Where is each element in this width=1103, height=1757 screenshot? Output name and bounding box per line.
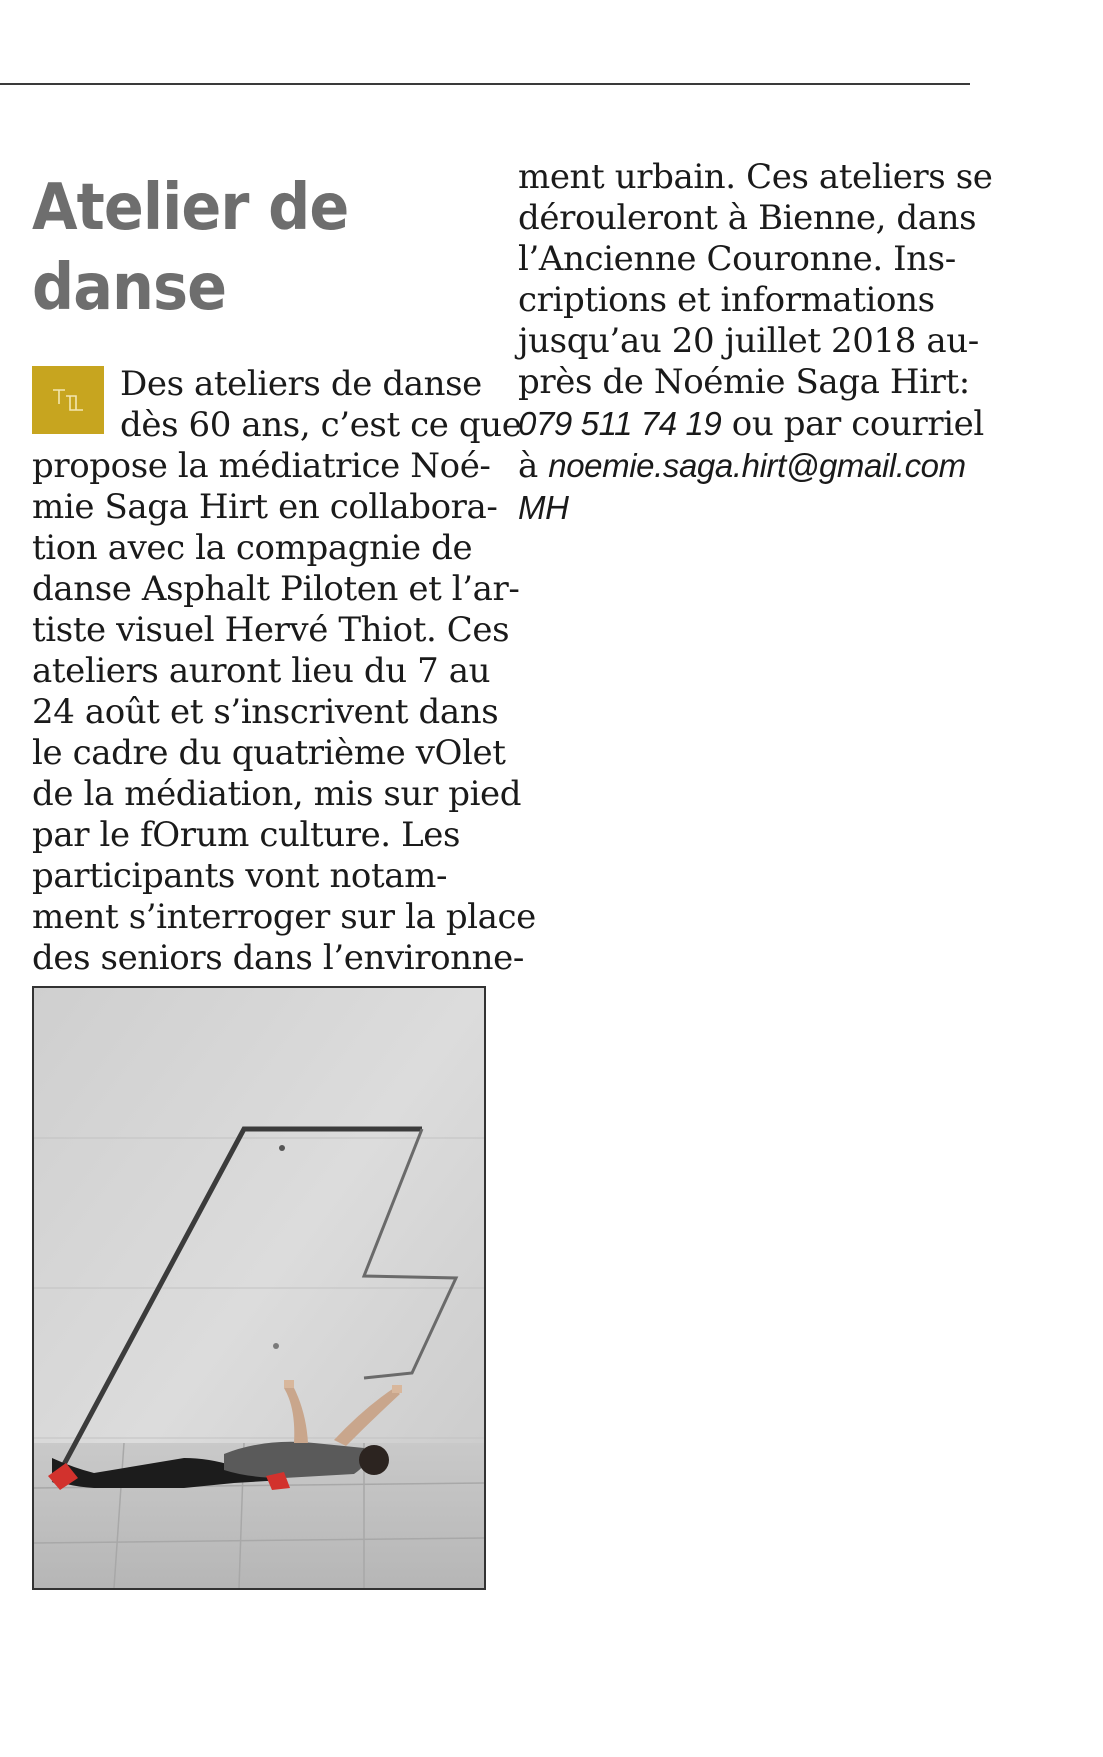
text-line: tion avec la compagnie de [32, 528, 473, 568]
text-line: ment urbain. Ces ateliers se [518, 157, 993, 197]
text-line: criptions et informations [518, 280, 935, 320]
text-line: de la médiation, mis sur pied [32, 774, 522, 814]
text-line: dès 60 ans, c’est ce que [120, 405, 522, 445]
text-line: près de Noémie Saga Hirt: [518, 362, 970, 402]
text-line: ateliers auront lieu du 7 au [32, 651, 491, 691]
text-line: l’Ancienne Couronne. Ins- [518, 239, 956, 279]
text-line: ment s’interroger sur la place [32, 897, 536, 937]
phone-suffix: ou par courriel [721, 404, 984, 444]
headline-line-2: danse [32, 251, 227, 325]
top-divider [0, 83, 970, 85]
author-initials: MH [518, 489, 569, 526]
text-line: le cadre du quatrième vOlet [32, 733, 506, 773]
email-prefix: à [518, 446, 549, 486]
headline [32, 168, 418, 328]
text-line: par le fOrum culture. Les [32, 815, 461, 855]
text-line: 24 août et s’inscrivent dans [32, 692, 499, 732]
text-line: dérouleront à Bienne, dans [518, 198, 977, 238]
text-line: danse Asphalt Piloten et l’ar- [32, 569, 520, 609]
text-line: jusqu’au 20 juillet 2018 au- [518, 321, 979, 361]
dance-photo [32, 986, 486, 1590]
text-line: Des ateliers de danse [120, 364, 482, 404]
phone-number: 079 511 74 19 [518, 405, 722, 442]
text-line: participants vont notam- [32, 856, 448, 896]
text-line: propose la médiatrice Noé- [32, 446, 491, 486]
article-column-left [32, 364, 536, 979]
contact-phone-line [518, 403, 988, 445]
text-line: des seniors dans l’environne- [32, 938, 524, 978]
text-line: mie Saga Hirt en collabora- [32, 487, 498, 527]
article-column-right [518, 157, 993, 528]
headline-line-1: Atelier de [32, 171, 349, 245]
contact-email-line [518, 445, 988, 487]
email-address: noemie.saga.hirt@gmail.com [548, 447, 966, 484]
text-line: tiste visuel Hervé Thiot. Ces [32, 610, 510, 650]
